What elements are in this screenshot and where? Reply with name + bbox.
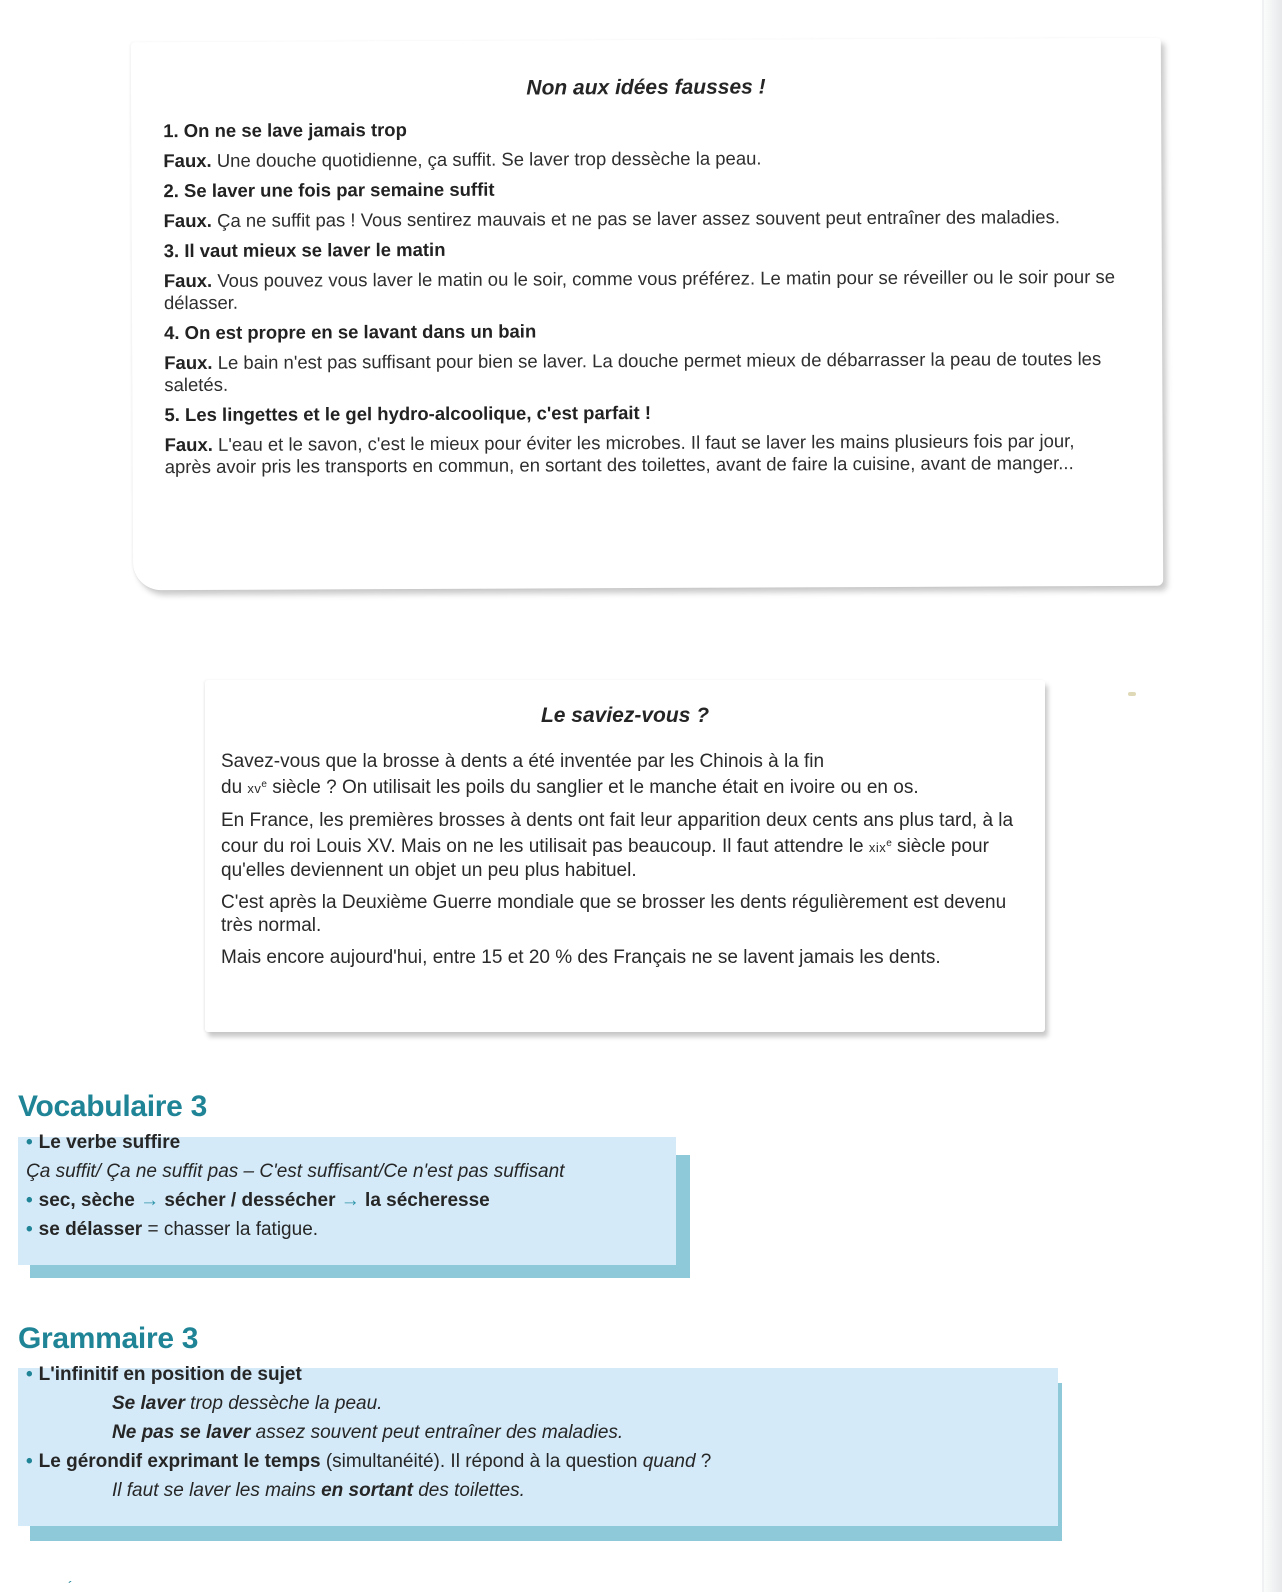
did-you-know-body: [221, 750, 1031, 978]
item-heading: 3. Il vaut mieux se laver le matin: [163, 238, 446, 262]
answer-text: Le bain n'est pas suffisant pour bien se laver. La douche permet mieux de débarrasser la peau de toutes les saletés.: [164, 348, 1102, 396]
item-answer: [164, 206, 1124, 232]
grammar-example: [26, 1389, 1046, 1418]
example-emphasis: Ne pas se laver: [112, 1422, 251, 1443]
faux-label: Faux.: [163, 209, 212, 232]
grammar-text: (simultanéité). Il répond à la question: [320, 1451, 643, 1472]
arrow-right-icon: →: [140, 1190, 160, 1211]
vocab-line: [26, 1215, 676, 1244]
paragraph-4: Mais encore aujourd'hui, entre 15 et 20 % des Français ne se lavent jamais les dents.: [221, 947, 941, 968]
paper-speck: [1128, 692, 1136, 696]
bullet-icon: •: [26, 1190, 33, 1211]
vocab-term: la sécheresse: [365, 1190, 490, 1211]
paragraph-text: siècle ? On utilisait les poils du sanglier et le manche était en ivoire ou en os.: [266, 777, 919, 798]
paragraph-1: [221, 750, 1031, 800]
century-numeral: xix: [868, 840, 887, 855]
example-text: assez souvent peut entraîner des maladies.: [250, 1422, 624, 1443]
answer-text: L'eau et le savon, c'est le mieux pour éviter les microbes. Il faut se laver les mains plusieurs fois par jour, après avoir pris les transports en commun, en sortant des toilettes, avant de faire la cuisine, avant de manger...: [164, 430, 1075, 478]
misconceptions-card: [131, 38, 1163, 590]
item-heading: 4. On est propre en se lavant dans un bain: [164, 320, 537, 344]
grammar-line: [26, 1447, 1046, 1476]
grammar-heading: Le gérondif exprimant le temps: [38, 1451, 321, 1472]
did-you-know-card: [205, 680, 1045, 1032]
grammar-text: ?: [695, 1451, 712, 1472]
answer-text: Ça ne suffit pas ! Vous sentirez mauvais et ne pas se laver assez souvent peut entraîner des maladies.: [211, 206, 1061, 231]
item-answer: [165, 430, 1125, 478]
answer-text: Une douche quotidienne, ça suffit. Se laver trop dessèche la peau.: [211, 147, 762, 171]
example-text: des toilettes.: [412, 1480, 525, 1501]
paragraph-text: Savez-vous que la brosse à dents a été inventée par les Chinois à la fin: [221, 751, 825, 772]
grammar-example: [26, 1418, 1046, 1447]
vocabulaire-body: [26, 1128, 676, 1244]
misconceptions-list: [163, 116, 1125, 486]
arrow-right-icon: →: [340, 1190, 360, 1211]
vocab-heading: Le verbe suffire: [38, 1132, 181, 1153]
vocab-line: [26, 1186, 676, 1215]
grammar-emphasis: quand: [642, 1451, 696, 1472]
paragraph-text: du: [221, 777, 248, 798]
paragraph-text: En France, les premières brosses à dents ont fait leur apparition deux cents ans plus tard, à la cour du roi Louis XV. Mais on ne les utilisait pas beaucoup. Il faut attendre le: [221, 810, 1014, 857]
bullet-icon: •: [26, 1364, 33, 1385]
page-edge-line: [1262, 0, 1264, 1592]
faux-label: Faux.: [163, 149, 212, 172]
item-heading: 5. Les lingettes et le gel hydro-alcoolique, c'est parfait !: [164, 401, 652, 426]
answer-text: Vous pouvez vous laver le matin ou le soir, comme vous préférez. Le matin pour se réveiller ou le soir pour se délasser.: [163, 265, 1116, 314]
bullet-icon: •: [26, 1219, 33, 1240]
ordinal-suffix: e: [886, 838, 892, 849]
vocab-term: se délasser: [38, 1219, 143, 1240]
vocab-line: Ça suffit/ Ça ne suffit pas – C'est suffisant/Ce n'est pas suffisant: [26, 1161, 565, 1182]
vocab-definition: = chasser la fatigue.: [142, 1219, 319, 1240]
item-answer: [164, 266, 1124, 314]
bullet-icon: •: [26, 1132, 33, 1153]
ordinal-suffix: e: [261, 779, 267, 790]
paragraph-3: C'est après la Deuxième Guerre mondiale que se brosser les dents régulièrement est devenu très normal.: [221, 892, 1007, 936]
faux-label: Faux.: [163, 269, 213, 292]
grammar-example: [26, 1476, 1046, 1505]
grammar-heading: L'infinitif en position de sujet: [38, 1364, 302, 1385]
grammaire-title: Grammaire 3: [18, 1322, 199, 1355]
grammar-line: [26, 1360, 1046, 1389]
item-heading: 1. On ne se lave jamais trop: [163, 119, 407, 142]
century-numeral: xv: [247, 781, 262, 796]
paragraph-2: [221, 809, 1031, 882]
did-you-know-title: Le saviez-vous ?: [540, 704, 710, 727]
misconceptions-title: Non aux idées fausses !: [526, 75, 766, 100]
grammaire-body: [26, 1360, 1046, 1505]
faux-label: Faux.: [164, 433, 213, 456]
example-text: trop dessèche la peau.: [184, 1393, 383, 1414]
vocab-term: sécher / dessécher: [164, 1190, 336, 1211]
misconception-item: [163, 116, 1123, 172]
example-emphasis: Se laver: [112, 1393, 185, 1414]
bullet-icon: •: [26, 1451, 33, 1472]
example-text: Il faut se laver les mains: [112, 1480, 322, 1501]
vocab-line: [26, 1128, 676, 1157]
cropped-accent-mark: ´: [68, 1578, 73, 1594]
item-heading: 2. Se laver une fois par semaine suffit: [163, 178, 495, 202]
misconception-item: [164, 400, 1124, 478]
item-answer: [164, 348, 1124, 396]
misconception-item: [163, 176, 1123, 232]
example-emphasis: en sortant: [321, 1480, 413, 1501]
paragraph-text: siècle pour qu'elles deviennent un objet un peu plus habituel.: [221, 836, 989, 881]
faux-label: Faux.: [164, 351, 213, 374]
vocabulaire-title: Vocabulaire 3: [18, 1090, 207, 1123]
misconception-item: [164, 236, 1124, 314]
vocab-term: sec, sèche: [38, 1190, 135, 1211]
misconception-item: [164, 318, 1124, 396]
item-answer: [163, 146, 1123, 172]
